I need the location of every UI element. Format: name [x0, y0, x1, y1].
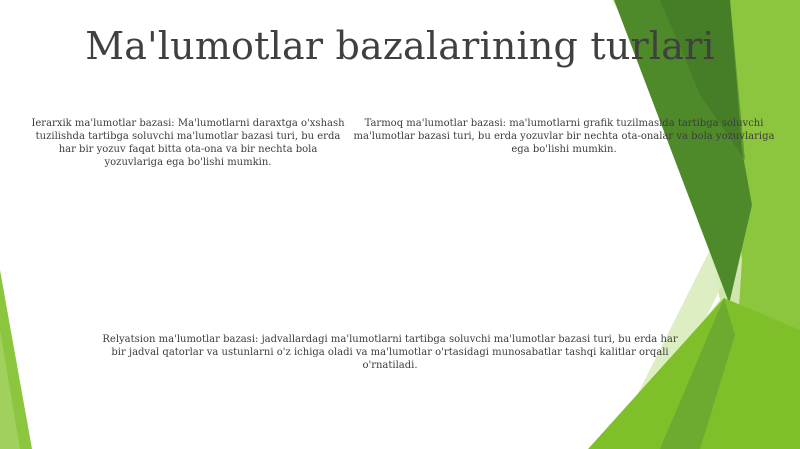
- slide-title: Ma'lumotlar bazalarining turlari: [85, 24, 715, 68]
- relational-db-paragraph: Relyatsion ma'lumotlar bazasi: jadvallardagi ma'lumotlarni tartibga soluvchi ma'lumotlar bazasi turi, bu erda har bir jadval qatorlar va ustunlarni o'z ichiga oladi va ma'lumotlar o'rtasidagi munosabatlar tashqi kalitlar orqali o'rnatiladi.: [102, 334, 678, 371]
- network-db-paragraph: Tarmoq ma'lumotlar bazasi: ma'lumotlarni grafik tuzilmasida tartibga soluvchi ma'lumotlar bazasi turi, bu erda yozuvlar bir nechta ota-onalar va bola yozuvlariga ega bo'lishi mumkin.: [353, 118, 775, 155]
- hierarchical-db-paragraph: Ierarxik ma'lumotlar bazasi: Ma'lumotlarni daraxtga o'xshash tuzilishda tartibga soluvchi ma'lumotlar bazasi turi, bu erda har bir yozuv faqat bitta ota-ona va bir nechta bola yozuvlariga ega bo'lishi mumkin.: [31, 118, 345, 168]
